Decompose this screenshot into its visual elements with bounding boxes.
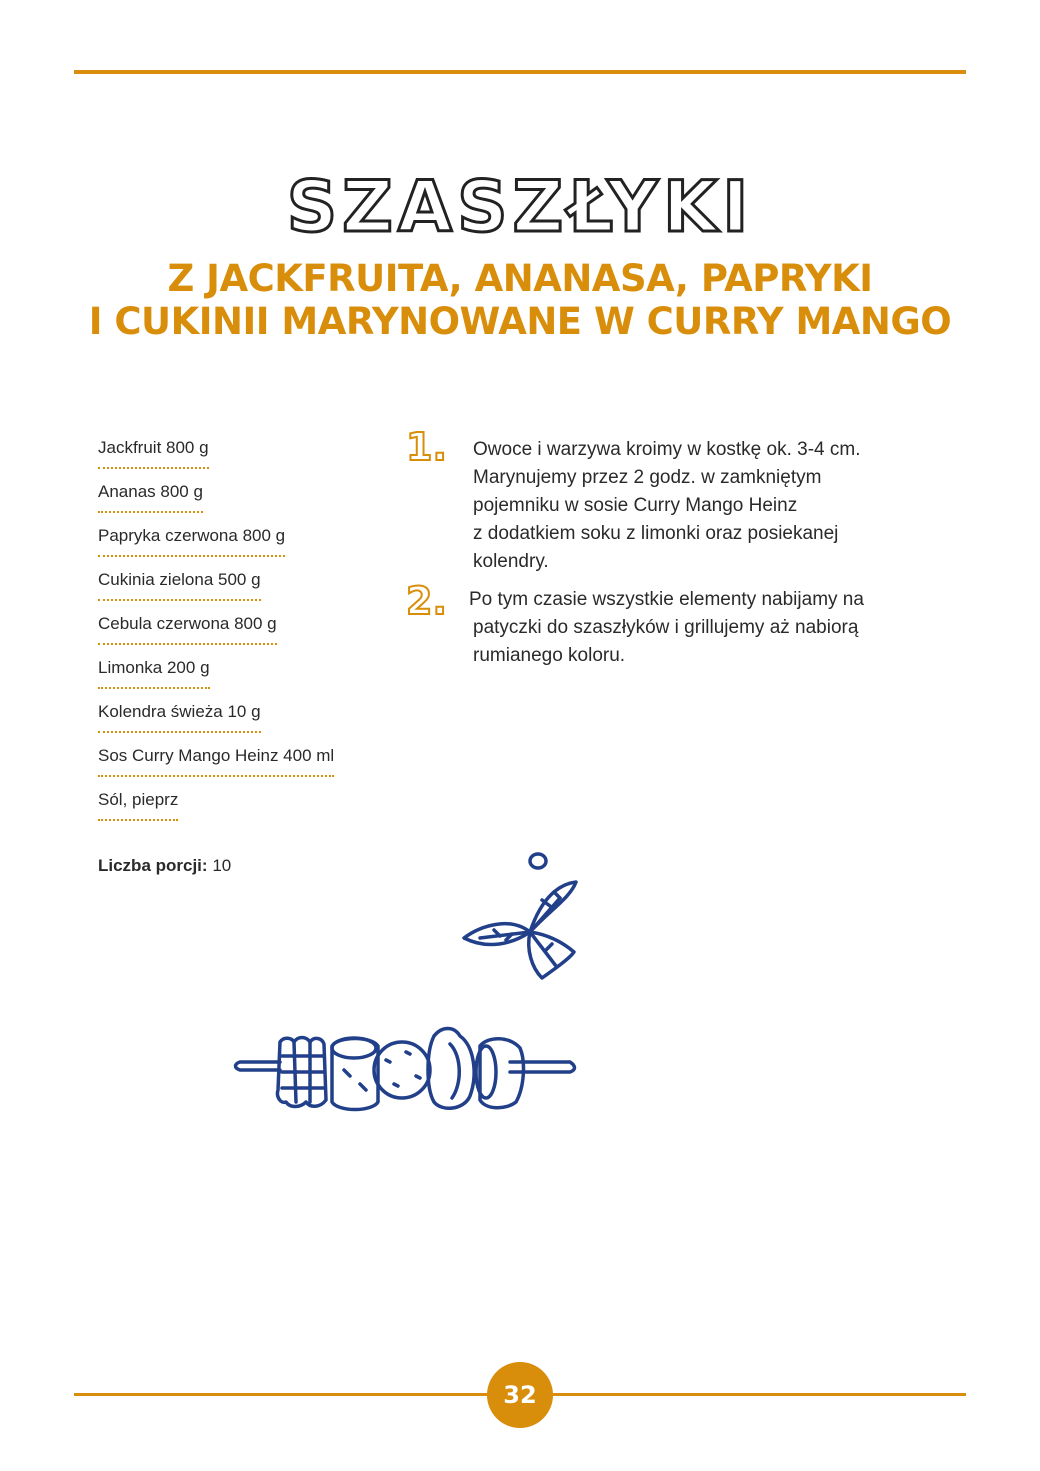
portions xyxy=(98,856,231,876)
ingredient-item: Jackfruit 800 g xyxy=(98,436,209,469)
step-1-text xyxy=(473,436,860,576)
portions-value: 10 xyxy=(212,856,232,875)
step-1-line: pojemniku w sosie Curry Mango Heinz xyxy=(473,495,798,516)
step-2-number: 2. xyxy=(406,579,447,623)
step-1-line: z dodatkiem soku z limonki oraz posiekanej xyxy=(473,523,839,544)
recipe-subtitle-line2: I CUKINII MARYNOWANE W CURRY MANGO xyxy=(88,300,952,343)
step-2-line: patyczki do szaszłyków i grillujemy aż nabiorą xyxy=(473,617,859,638)
ingredients-list xyxy=(98,436,334,832)
recipe-subtitle-line1: Z JACKFRUITA, ANANASA, PAPRYKI xyxy=(167,257,873,300)
step-1-line: kolendry. xyxy=(473,551,549,572)
top-rule xyxy=(74,70,966,74)
ingredient-item: Cebula czerwona 800 g xyxy=(98,612,277,645)
ingredient-item: Kolendra świeża 10 g xyxy=(98,700,261,733)
ingredient-item: Papryka czerwona 800 g xyxy=(98,524,285,557)
step-1-line: Owoce i warzywa kroimy w kostkę ok. 3-4 cm. xyxy=(473,439,861,460)
step-2-line: rumianego koloru. xyxy=(473,645,626,666)
step-1-number: 1. xyxy=(406,425,447,469)
ingredient-item: Ananas 800 g xyxy=(98,480,203,513)
step-2-line: Po tym czasie wszystkie elementy nabijamy na xyxy=(469,589,864,610)
portions-label: Liczba porcji: xyxy=(98,856,208,875)
recipe-title: SZASZŁYKI xyxy=(286,166,754,248)
ingredient-item: Sos Curry Mango Heinz 400 ml xyxy=(98,744,334,777)
skewer-icon xyxy=(236,1029,575,1110)
ingredient-item: Cukinia zielona 500 g xyxy=(98,568,261,601)
step-2-text xyxy=(469,586,864,670)
step-1-line: Marynujemy przez 2 godz. w zamkniętym xyxy=(473,467,822,488)
basil-leaves-icon xyxy=(464,854,590,1008)
ingredient-item: Limonka 200 g xyxy=(98,656,210,689)
illustration xyxy=(230,840,590,1130)
page-number-badge: 32 xyxy=(487,1362,553,1428)
ingredient-item: Sól, pieprz xyxy=(98,788,178,821)
